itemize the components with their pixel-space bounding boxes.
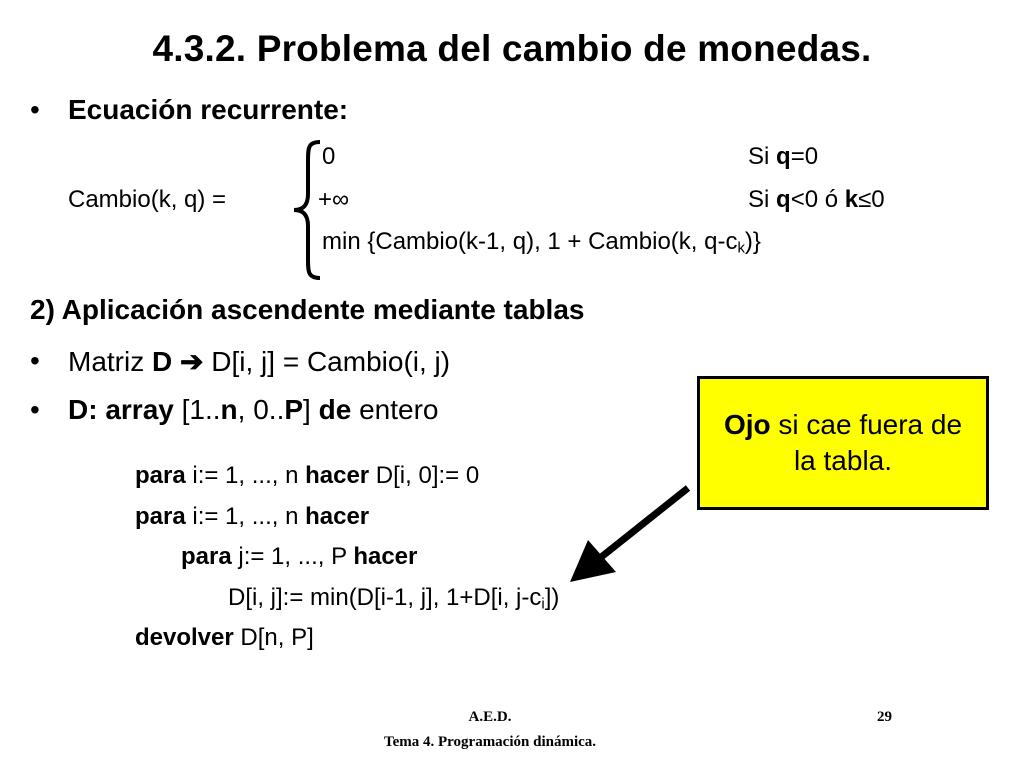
case2-value: +∞: [318, 186, 350, 213]
section-heading-ascending: 2) Aplicación ascendente mediante tablas: [30, 294, 585, 325]
callout-text: si cae fuera de la tabla.: [770, 409, 963, 476]
case1-condition: Si q=0: [748, 143, 819, 170]
code-line-1: para i:= 1, ..., n hacer D[i, 0]:= 0: [135, 462, 480, 489]
slide-title: 4.3.2. Problema del cambio de monedas.: [152, 28, 872, 69]
arrow-icon: [560, 480, 700, 590]
footer-topic: Tema 4. Programación dinámica.: [383, 734, 597, 750]
bullet-array: D: array [1..n, 0..P] de entero: [68, 394, 439, 425]
callout-emphasis: Ojo: [723, 409, 771, 440]
bullet-matriz: Matriz D ➔ D[i, j] = Cambio(i, j): [68, 346, 451, 377]
callout-note: [697, 376, 989, 510]
footer-course: A.E.D.: [468, 709, 512, 725]
code-line-4: D[i, j]:= min(D[i-1, j], 1+D[i, $j-c_i$]): [228, 584, 560, 613]
section-heading-recurrence: Ecuación recurrente:: [68, 94, 349, 125]
code-line-2: para i:= 1, ..., n hacer: [135, 503, 370, 530]
code-line-3: para j:= 1, ..., P hacer: [181, 543, 418, 570]
case3-value: min {Cambio(k-1, q), 1 + Cambio(k, $q-c_k$)}: [322, 228, 761, 257]
page-number: 29: [877, 709, 892, 725]
code-line-5: devolver D[n, P]: [135, 624, 314, 651]
equation-lhs: Cambio(k, q) =: [68, 186, 227, 213]
case1-value: 0: [322, 143, 336, 170]
case2-condition: Si q<0 ó k≤0: [748, 186, 885, 213]
bullet-marker: •: [30, 94, 40, 125]
bullet-marker: •: [30, 345, 40, 376]
bullet-marker: •: [30, 394, 40, 425]
